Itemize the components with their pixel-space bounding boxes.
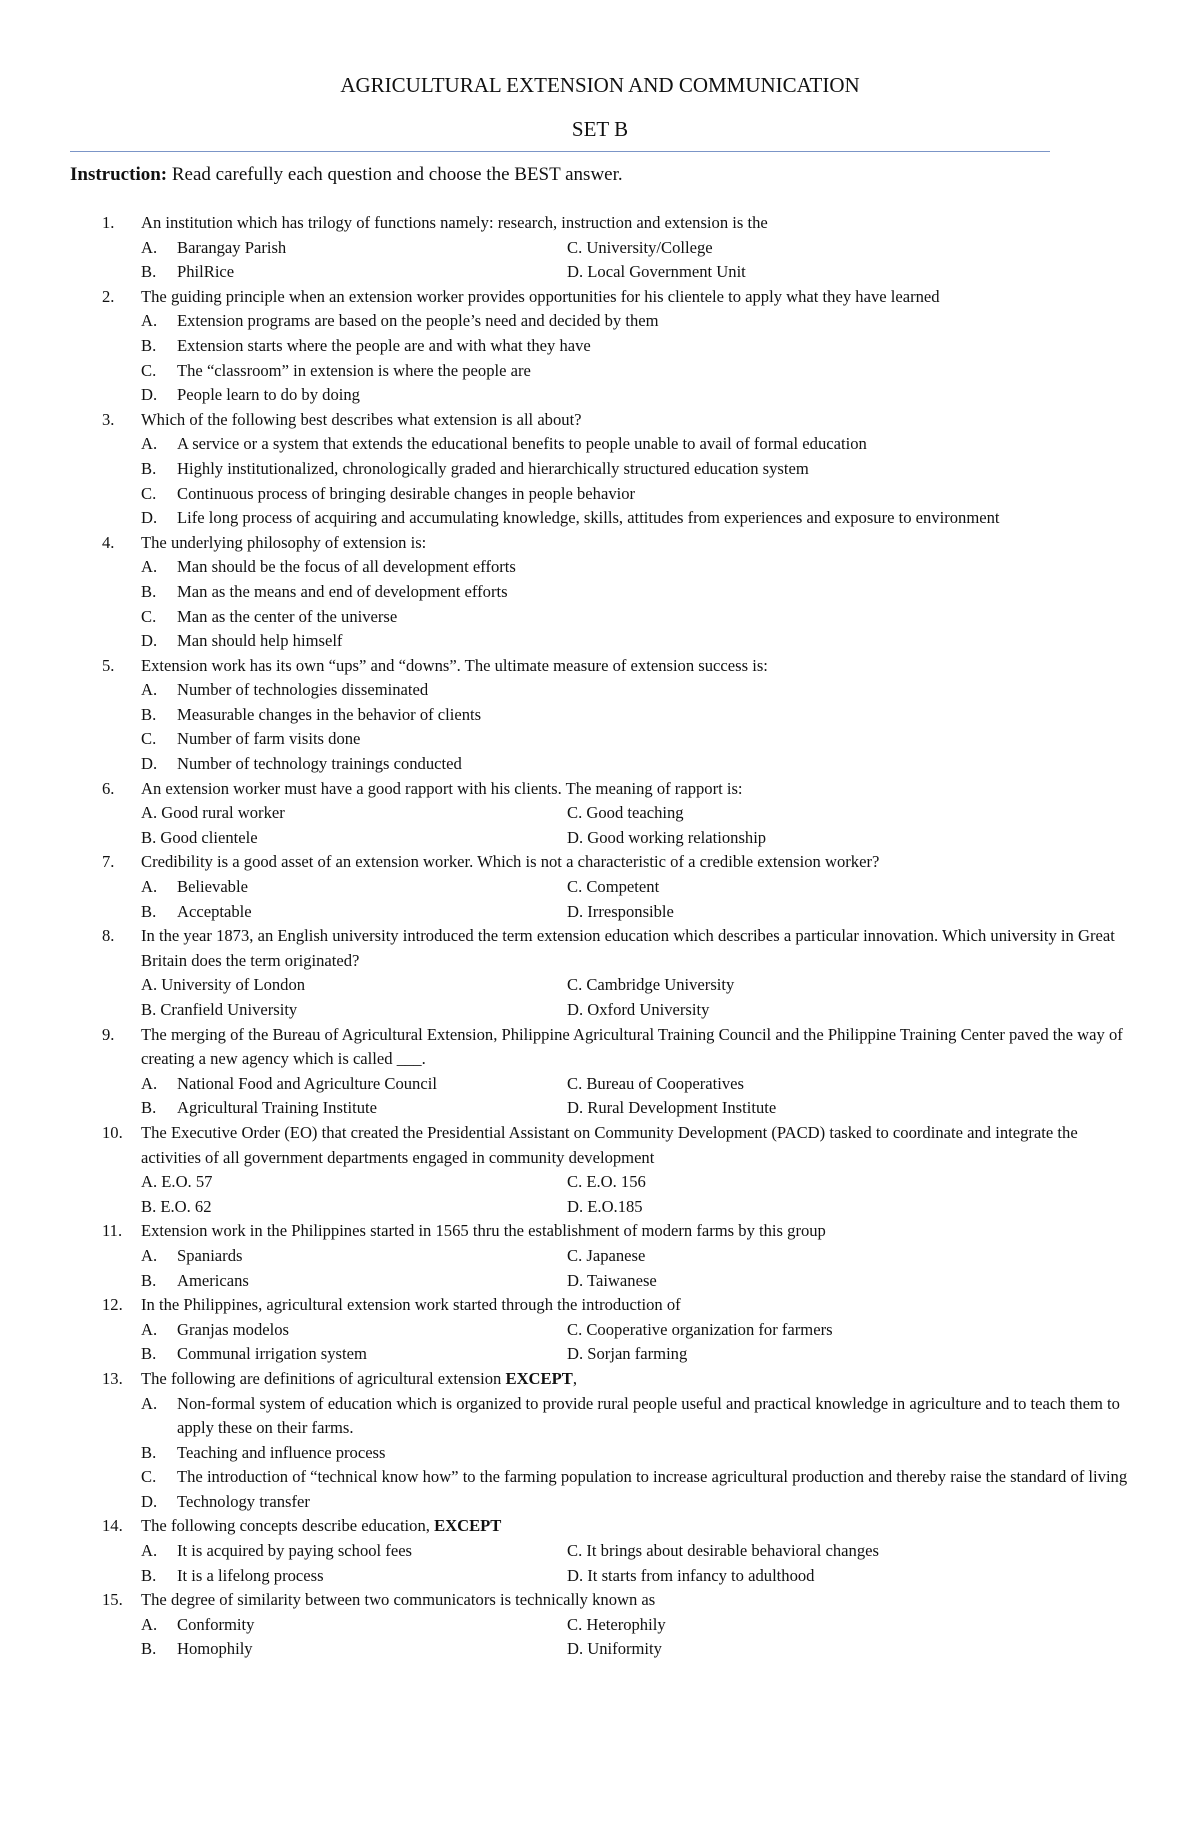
question-text: An institution which has trilogy of functions namely: research, instruction and extension is the [141, 213, 768, 232]
question-stem [0, 777, 1200, 802]
question-item [0, 924, 1200, 1022]
question-text: Extension work has its own “ups” and “downs”. The ultimate measure of extension success is: [141, 655, 768, 675]
option-letter: D. [141, 385, 158, 405]
question-number: 4. [102, 532, 115, 552]
question-text: The following concepts describe education, EXCEPT [141, 1516, 502, 1536]
option-text: The “classroom” in extension is where the people are [177, 360, 531, 380]
option-text: Teaching and influence process [177, 1442, 386, 1462]
question-item [0, 654, 1200, 777]
option-text: Acceptable [177, 901, 252, 921]
answer-option [0, 432, 1200, 457]
option-letter: B. [141, 901, 157, 921]
question-item [0, 1514, 1200, 1588]
option-letter: B. [141, 1098, 157, 1118]
answer-option [0, 359, 1200, 384]
option-text: It is acquired by paying school fees [177, 1541, 413, 1561]
option-letter: B. [141, 1344, 157, 1364]
option-text: C. University/College [567, 237, 713, 257]
question-stem [0, 211, 1200, 236]
question-number: 7. [102, 852, 115, 872]
answer-row [0, 236, 1200, 261]
question-item [0, 408, 1200, 531]
option-letter: A. [141, 1541, 158, 1561]
option-text: B. Cranfield University [141, 1000, 298, 1019]
answer-row [0, 1637, 1200, 1662]
option-letter: B. [141, 1565, 157, 1585]
option-text: Number of technology trainings conducted [177, 754, 462, 774]
set-label: SET B [571, 117, 629, 141]
answer-option [0, 1441, 1200, 1466]
option-text: Extension programs are based on the people’s need and decided by them [177, 311, 659, 331]
option-text: A service or a system that extends the educational benefits to people unable to avail of formal education [177, 434, 867, 454]
question-emphasis: EXCEPT [505, 1368, 573, 1388]
option-text: It is a lifelong process [177, 1565, 324, 1585]
option-letter: B. [141, 458, 157, 478]
answer-option [0, 752, 1200, 777]
option-letter: D. [141, 1491, 158, 1511]
option-letter: A. [141, 1245, 158, 1265]
question-number: 14. [102, 1516, 123, 1536]
option-letter: A. [141, 1614, 158, 1634]
option-letter: B. [141, 335, 157, 355]
instruction [70, 164, 623, 186]
option-letter: C. [141, 1467, 157, 1487]
answer-row [0, 1244, 1200, 1269]
answer-row [0, 1613, 1200, 1638]
question-item [0, 1219, 1200, 1293]
question-text: Which of the following best describes what extension is all about? [141, 409, 582, 429]
option-letter: B. [141, 1270, 157, 1290]
option-text: Man should help himself [177, 631, 343, 651]
question-stem [0, 1219, 1200, 1244]
option-letter: D. [141, 508, 158, 528]
question-text: The merging of the Bureau of Agricultural Extension, Philippine Agricultural Training Council and the Philippine Training Center paved the way of creating a new agency which is called ___. [141, 1024, 1123, 1069]
option-text: Technology transfer [177, 1491, 310, 1511]
question-number: 9. [102, 1024, 115, 1044]
option-text: Barangay Parish [177, 237, 287, 257]
option-text: D. Irresponsible [567, 901, 674, 921]
answer-option [0, 1465, 1200, 1490]
question-number: 12. [102, 1295, 123, 1315]
option-text: C. Good teaching [567, 803, 684, 823]
option-letter: A. [141, 237, 158, 257]
page-title: AGRICULTURAL EXTENSION AND COMMUNICATION [340, 73, 860, 97]
answer-row [0, 875, 1200, 900]
answer-option [0, 555, 1200, 580]
answer-option [0, 580, 1200, 605]
option-text: PhilRice [177, 262, 235, 282]
question-item [0, 285, 1200, 408]
question-text: An extension worker must have a good rapport with his clients. The meaning of rapport is: [141, 778, 743, 798]
answer-row [0, 1269, 1200, 1294]
option-text: Non-formal system of education which is organized to provide rural people useful and practical knowledge in agriculture and to teach them to apply these on their farms. [177, 1393, 1120, 1438]
option-letter: B. [141, 581, 157, 601]
question-text: In the year 1873, an English university introduced the term extension education which describes a particular innovation. Which university in Great Britain does the term originated? [141, 926, 1115, 970]
option-text: Believable [177, 877, 248, 897]
answer-row [0, 900, 1200, 925]
answer-row [0, 801, 1200, 826]
option-letter: C. [141, 729, 157, 749]
question-number: 15. [102, 1590, 123, 1610]
question-stem [0, 654, 1200, 679]
question-item [0, 531, 1200, 654]
answer-option [0, 727, 1200, 752]
question-stem [0, 408, 1200, 433]
question-number: 6. [102, 778, 115, 798]
option-text: D. Good working relationship [567, 827, 767, 847]
option-letter: B. [141, 262, 157, 282]
question-item [0, 1367, 1200, 1515]
question-number: 2. [102, 286, 115, 306]
option-text: Granjas modelos [177, 1319, 289, 1339]
answer-row [0, 1564, 1200, 1589]
question-number: 3. [102, 409, 115, 429]
question-item [0, 211, 1200, 285]
option-text: B. E.O. 62 [141, 1196, 212, 1216]
option-letter: A. [141, 1073, 158, 1093]
answer-option [0, 334, 1200, 359]
option-text: D. Local Government Unit [567, 262, 746, 282]
question-stem [0, 850, 1200, 875]
option-text: A. Good rural worker [141, 803, 285, 823]
option-text: Highly institutionalized, chronologically graded and hierarchically structured education system [177, 458, 809, 478]
answer-option [0, 457, 1200, 482]
answer-row [0, 1096, 1200, 1121]
answer-option [0, 703, 1200, 728]
answer-row [0, 260, 1200, 285]
question-number: 11. [102, 1221, 123, 1241]
answer-row [0, 1318, 1200, 1343]
option-text: Number of technologies disseminated [177, 680, 429, 700]
answer-option [0, 605, 1200, 630]
answer-option [0, 309, 1200, 334]
answer-option [0, 383, 1200, 408]
question-stem [0, 1293, 1200, 1318]
option-text: C. Competent [567, 877, 660, 897]
option-text: C. E.O. 156 [567, 1172, 646, 1192]
answer-option [0, 1392, 1200, 1441]
option-text: C. It brings about desirable behavioral changes [567, 1541, 879, 1561]
question-emphasis: EXCEPT [434, 1516, 502, 1536]
question-item [0, 1293, 1200, 1367]
option-text: People learn to do by doing [177, 385, 360, 405]
option-letter: C. [141, 360, 157, 380]
option-text: C. Cambridge University [567, 975, 735, 995]
option-text: Agricultural Training Institute [177, 1098, 378, 1118]
header-divider [70, 151, 1050, 152]
question-list [0, 211, 1200, 1662]
question-number: 13. [102, 1368, 123, 1388]
option-text: D. Rural Development Institute [567, 1098, 777, 1118]
option-letter: A. [141, 434, 158, 454]
option-text: D. Sorjan farming [567, 1344, 688, 1364]
option-letter: D. [141, 631, 158, 651]
answer-row [0, 1342, 1200, 1367]
question-stem [0, 1121, 1200, 1170]
option-text: D. Oxford University [567, 1000, 710, 1019]
option-text: Homophily [177, 1639, 253, 1659]
option-text: D. E.O.185 [567, 1196, 643, 1216]
option-letter: B. [141, 1442, 157, 1462]
question-text: The Executive Order (EO) that created the Presidential Assistant on Community Development (PACD) tasked to coordinate and integrate the activities of all government departments engaged in community development [141, 1122, 1078, 1167]
question-text: The degree of similarity between two communicators is technically known as [141, 1590, 656, 1610]
question-stem [0, 1514, 1200, 1539]
option-letter: A. [141, 1393, 158, 1413]
option-text: Americans [177, 1270, 249, 1290]
option-text: Man as the center of the universe [177, 606, 398, 626]
answer-row [0, 973, 1200, 998]
answer-option [0, 506, 1200, 531]
option-letter: C. [141, 483, 157, 503]
question-text: Extension work in the Philippines started in 1565 thru the establishment of modern farms by this group [141, 1221, 826, 1241]
instruction-text: Read carefully each question and choose the BEST answer. [167, 164, 623, 185]
option-text: D. Uniformity [567, 1639, 662, 1659]
answer-option [0, 678, 1200, 703]
question-stem [0, 924, 1200, 973]
option-text: C. Heterophily [567, 1614, 666, 1634]
option-text: Continuous process of bringing desirable changes in people behavior [177, 483, 636, 503]
option-text: Man as the means and end of development efforts [177, 581, 508, 601]
option-text: A. University of London [141, 975, 306, 995]
option-text: D. It starts from infancy to adulthood [567, 1565, 815, 1585]
question-item [0, 1121, 1200, 1219]
question-stem [0, 1023, 1200, 1072]
question-item [0, 1588, 1200, 1662]
question-item [0, 850, 1200, 924]
option-text: Measurable changes in the behavior of clients [177, 704, 482, 724]
question-item [0, 777, 1200, 851]
question-number: 8. [102, 926, 115, 946]
option-text: B. Good clientele [141, 827, 258, 847]
answer-option [0, 1490, 1200, 1515]
question-stem [0, 285, 1200, 310]
question-stem [0, 531, 1200, 556]
question-item [0, 1023, 1200, 1121]
question-number: 10. [102, 1122, 123, 1142]
question-text: In the Philippines, agricultural extension work started through the introduction of [141, 1295, 681, 1315]
option-text: Life long process of acquiring and accumulating knowledge, skills, attitudes from experiences and exposure to environment [177, 508, 1000, 528]
option-letter: A. [141, 877, 158, 897]
answer-row [0, 1170, 1200, 1195]
question-number: 5. [102, 655, 115, 675]
option-letter: A. [141, 680, 158, 700]
question-text: Credibility is a good asset of an extension worker. Which is not a characteristic of a credible extension worker? [141, 852, 880, 872]
answer-row [0, 998, 1200, 1023]
option-letter: A. [141, 311, 158, 331]
question-text: The following are definitions of agricultural extension EXCEPT, [141, 1368, 577, 1388]
option-text: Communal irrigation system [177, 1344, 367, 1364]
question-stem [0, 1588, 1200, 1613]
question-number: 1. [102, 213, 115, 232]
option-text: National Food and Agriculture Council [177, 1073, 437, 1093]
option-letter: B. [141, 1639, 157, 1659]
answer-row [0, 1539, 1200, 1564]
option-letter: A. [141, 557, 158, 577]
question-text: The guiding principle when an extension worker provides opportunities for his clientele to apply what they have learned [141, 286, 940, 306]
option-text: Extension starts where the people are and with what they have [177, 335, 591, 355]
option-text: A. E.O. 57 [141, 1172, 213, 1192]
answer-row [0, 826, 1200, 851]
answer-row [0, 1195, 1200, 1220]
option-letter: B. [141, 704, 157, 724]
option-text: Conformity [177, 1614, 255, 1634]
option-text: The introduction of “technical know how” to the farming population to increase agricultural production and thereby raise the standard of living [177, 1467, 1128, 1487]
option-text: Man should be the focus of all development efforts [177, 557, 516, 577]
answer-row [0, 1072, 1200, 1097]
instruction-label: Instruction: [70, 164, 168, 185]
option-text: C. Japanese [567, 1245, 646, 1265]
answer-option [0, 629, 1200, 654]
option-text: C. Bureau of Cooperatives [567, 1073, 744, 1093]
option-text: D. Taiwanese [567, 1270, 657, 1290]
answer-option [0, 482, 1200, 507]
option-text: Spaniards [177, 1245, 243, 1265]
option-letter: A. [141, 1319, 158, 1339]
option-letter: C. [141, 606, 157, 626]
option-text: C. Cooperative organization for farmers [567, 1319, 833, 1339]
option-text: Number of farm visits done [177, 729, 361, 749]
question-stem [0, 1367, 1200, 1392]
question-text: The underlying philosophy of extension is: [141, 532, 427, 552]
option-letter: D. [141, 754, 158, 774]
